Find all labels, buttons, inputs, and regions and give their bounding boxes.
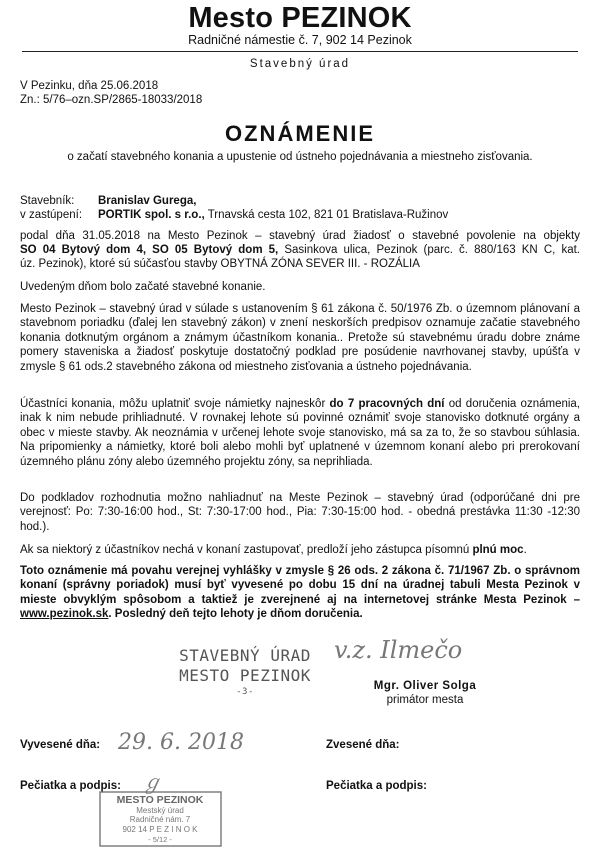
builder-label: Stavebník: xyxy=(20,195,75,207)
city-stamp-icon xyxy=(98,790,223,848)
power-of-attorney: plnú moc xyxy=(472,544,524,556)
posted-label: Vyvesené dňa: xyxy=(20,739,101,751)
office-stamp xyxy=(150,646,340,698)
city-stamp-line-4: 902 14 P E Z I N O K xyxy=(122,825,198,834)
paragraph-office-hours: Do podkladov rozhodnutia možno nahliadnuť na Meste Pezinok – stavebný úrad (odporúčané dni pre verejnosť: Po: 7:30-16:00 hod., St: 7:30-17:00 hod., Pia: 7:30-15:00 hod. - obedná prestávka 11:30 -12:30 hod.). xyxy=(20,492,580,533)
office-name: Stavebný úrad xyxy=(249,58,351,70)
application-line-1: podal dňa 31.05.2018 na Mesto Pezinok – stavebný úrad žiadosť o stavebné povolenie na objekty xyxy=(20,230,580,242)
representation-end: . xyxy=(523,544,527,556)
reference-number: Zn.: 5/76–ozn.SP/2865-18033/2018 xyxy=(20,94,203,106)
objections-text: Účastníci konania, môžu uplatniť svoje námietky najneskôr xyxy=(20,398,330,410)
posted-date: 29. 6. 2018 xyxy=(118,730,244,755)
objections-deadline: do 7 pracovných dní xyxy=(329,398,445,410)
builder-name: Branislav Gurega, xyxy=(98,195,197,207)
city-title: Mesto PEZINOK xyxy=(188,2,412,34)
paragraph-representation xyxy=(20,543,580,557)
paragraph-legal-basis: Mesto Pezinok – stavebný úrad v súlade s ustanovením § 61 zákona č. 50/1976 Zb. o územnom plánovaní a stavebnom poriadku (ďalej len stavebný zákon) v znení neskorších predpisov oznamuje začatie stavebného konania dotknutým orgánom a známym účastníkom konania.. Pretože sú stavebnému úradu dobre známe pomery staveniska a žiadosť poskytuje dostatočný podklad pre posúdenie navrhovanej stavby, upúšťa v zmysle § 61 ods.2 stavebného zákona od miestneho zisťovania a ústneho pojednávania. xyxy=(20,303,580,373)
application-line-2 xyxy=(20,243,580,257)
city-stamp-line-3: Radničné nám. 7 xyxy=(129,815,191,824)
representative xyxy=(98,208,448,222)
notice-subheading: o začatí stavebného konania a upustenie od ústneho pojednávania a miestneho zisťovania. xyxy=(67,151,533,163)
office-stamp-line-2: MESTO PEZINOK xyxy=(179,666,311,685)
signer-title: primátor mesta xyxy=(386,694,464,706)
stamp-signature-label-left: Pečiatka a podpis: xyxy=(20,780,121,792)
representative-address: Trnavská cesta 102, 821 01 Bratislava-Ružinov xyxy=(204,209,449,221)
application-line-3: úz. Pezinok), ktoré sú súčasťou stavby OBYTNÁ ZÓNA SEVER III. - ROZÁLIA xyxy=(20,258,420,270)
signer-name: Mgr. Oliver Solga xyxy=(373,680,477,692)
city-address: Radničné námestie č. 7, 902 14 Pezinok xyxy=(188,33,412,47)
website-link[interactable]: www.pezinok.sk xyxy=(20,608,109,621)
public-notice-text: Toto oznámenie má povahu verejnej vyhlášky v zmysle § 26 ods. 2 zákona č. 71/1967 Zb. o správnom konaní (správny poriadok) musí byť vyvesené po dobu 15 dní na úradnej tabuli Mesta Pezinok v mieste obvyklým spôsobom a taktiež je zverejnené aj na internetovej stránke Mesta Pezinok – xyxy=(20,565,580,606)
stamp-signature-label-right: Pečiatka a podpis: xyxy=(326,780,427,792)
public-notice-end: . Posledný deň tejto lehoty je dňom doručenia. xyxy=(108,608,363,621)
office-stamp-number: -3- xyxy=(236,687,254,697)
application-location: Sasinkova ulica, Pezinok (parc. č. 880/163 KN C, kat. xyxy=(278,244,580,256)
objections-text-rest: od doručenia oznámenia, inak k nim nebude prihliadnuté. V rovnakej lehote sú povinné oznámiť svoje stanovisko dotknuté orgány a obec v mieste stavby. Ak neoznámia v určenej lehote svoje stanovisko, má sa za to, že so stavbou súhlasia. Na pripomienky a námietky, ktoré boli alebo mohli byť uplatnené v územnom konaní alebo pri prerokovaní územného plánu zóny alebo územného projektu zóny, sa neprihliada. xyxy=(20,398,581,468)
paragraph-objections xyxy=(20,397,580,469)
notice-heading: OZNÁMENIE xyxy=(225,121,375,146)
representative-label: v zastúpení: xyxy=(20,209,83,221)
removed-label: Zvesené dňa: xyxy=(326,739,400,751)
city-stamp-line-1: MESTO PEZINOK xyxy=(116,794,204,806)
proceedings-started: Uvedeným dňom bolo začaté stavebné konanie. xyxy=(20,281,266,293)
application-objects: SO 04 Bytový dom 4, SO 05 Bytový dom 5, xyxy=(20,244,279,256)
header-divider xyxy=(22,51,578,52)
handwritten-signature: v.z. Ilmečo xyxy=(334,636,463,664)
representation-text: Ak sa niektorý z účastníkov nechá v konaní zastupovať, predloží jeho zástupca písomnú xyxy=(20,544,473,556)
date-line: V Pezinku, dňa 25.06.2018 xyxy=(20,80,159,92)
city-stamp-line-2: Mestský úrad xyxy=(136,806,184,815)
representative-name: PORTIK spol. s r.o., xyxy=(98,209,205,221)
office-stamp-line-1: STAVEBNÝ ÚRAD xyxy=(179,646,311,665)
city-stamp-line-5: - 5/12 - xyxy=(148,835,172,844)
posting-signature-mark: ℊ xyxy=(142,770,162,794)
paragraph-public-notice xyxy=(20,564,580,622)
